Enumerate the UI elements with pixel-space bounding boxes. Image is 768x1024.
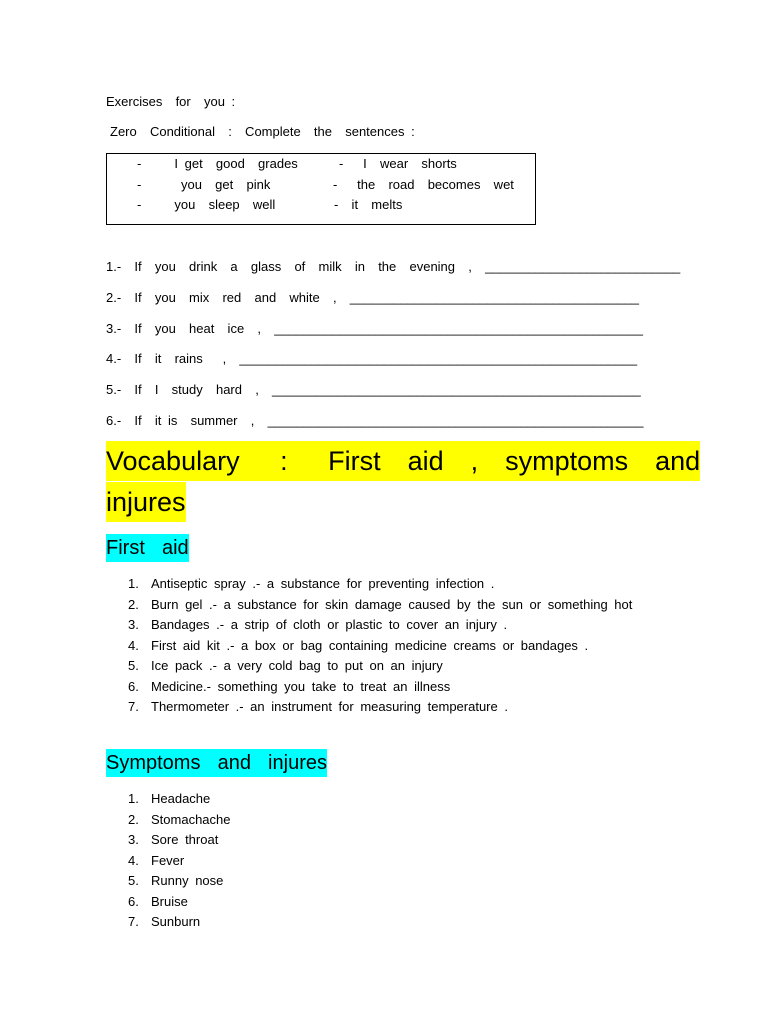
- sentence-4: 4.- If it rains , _______________________________________________________: [106, 351, 638, 366]
- exercises-subtitle: Zero Conditional : Complete the sentences :: [110, 124, 415, 139]
- list-item: 3. Sore throat: [128, 832, 219, 847]
- option-left: - I get good grades: [137, 156, 298, 171]
- vocabulary-title-line1: Vocabulary : First aid , symptoms and: [106, 441, 700, 481]
- list-item: 3. Bandages .- a strip of cloth or plastic to cover an injury .: [128, 617, 508, 632]
- vocabulary-title-line2: injures: [106, 482, 186, 522]
- sentence-1: 1.- If you drink a glass of milk in the evening , ___________________________: [106, 259, 681, 274]
- list-item: 6. Medicine.- something you take to treat an illness: [128, 678, 451, 694]
- list-item: 5. Runny nose: [128, 873, 224, 888]
- list-item: 7. Sunburn: [128, 914, 201, 929]
- sentence-3: 3.- If you heat ice , ___________________________________________________: [106, 321, 643, 336]
- list-item: 6. Bruise: [128, 893, 188, 909]
- list-item: 2. Stomachache: [128, 811, 231, 827]
- list-item: 1. Antiseptic spray .- a substance for preventing infection .: [128, 576, 495, 591]
- option-left: - you get pink: [137, 177, 271, 192]
- sentence-6: 6.- If it is summer , ____________________________________________________: [106, 413, 644, 428]
- symptoms-heading: Symptoms and injures: [106, 749, 327, 777]
- exercises-title: Exercises for you :: [106, 94, 236, 109]
- list-item: 5. Ice pack .- a very cold bag to put on an injury: [128, 658, 443, 673]
- list-item: 7. Thermometer .- an instrument for measuring temperature .: [128, 699, 508, 714]
- first-aid-list: [106, 574, 636, 718]
- list-item: 4. First aid kit .- a box or bag containing medicine creams or bandages .: [128, 637, 589, 653]
- sentence-5: 5.- If I study hard , ___________________________________________________: [106, 382, 641, 397]
- symptoms-list: [106, 789, 636, 933]
- option-right: - the road becomes wet: [333, 177, 514, 192]
- options-box: [106, 153, 536, 225]
- first-aid-heading: First aid: [106, 534, 189, 562]
- sentence-2: 2.- If you mix red and white , ________________________________________: [106, 290, 639, 305]
- list-item: 4. Fever: [128, 852, 185, 868]
- option-right: - I wear shorts: [339, 156, 457, 171]
- option-right: - it melts: [334, 197, 403, 212]
- option-left: - you sleep well: [137, 197, 276, 212]
- list-item: 2. Burn gel .- a substance for skin damage caused by the sun or something hot: [128, 596, 633, 612]
- list-item: 1. Headache: [128, 791, 211, 806]
